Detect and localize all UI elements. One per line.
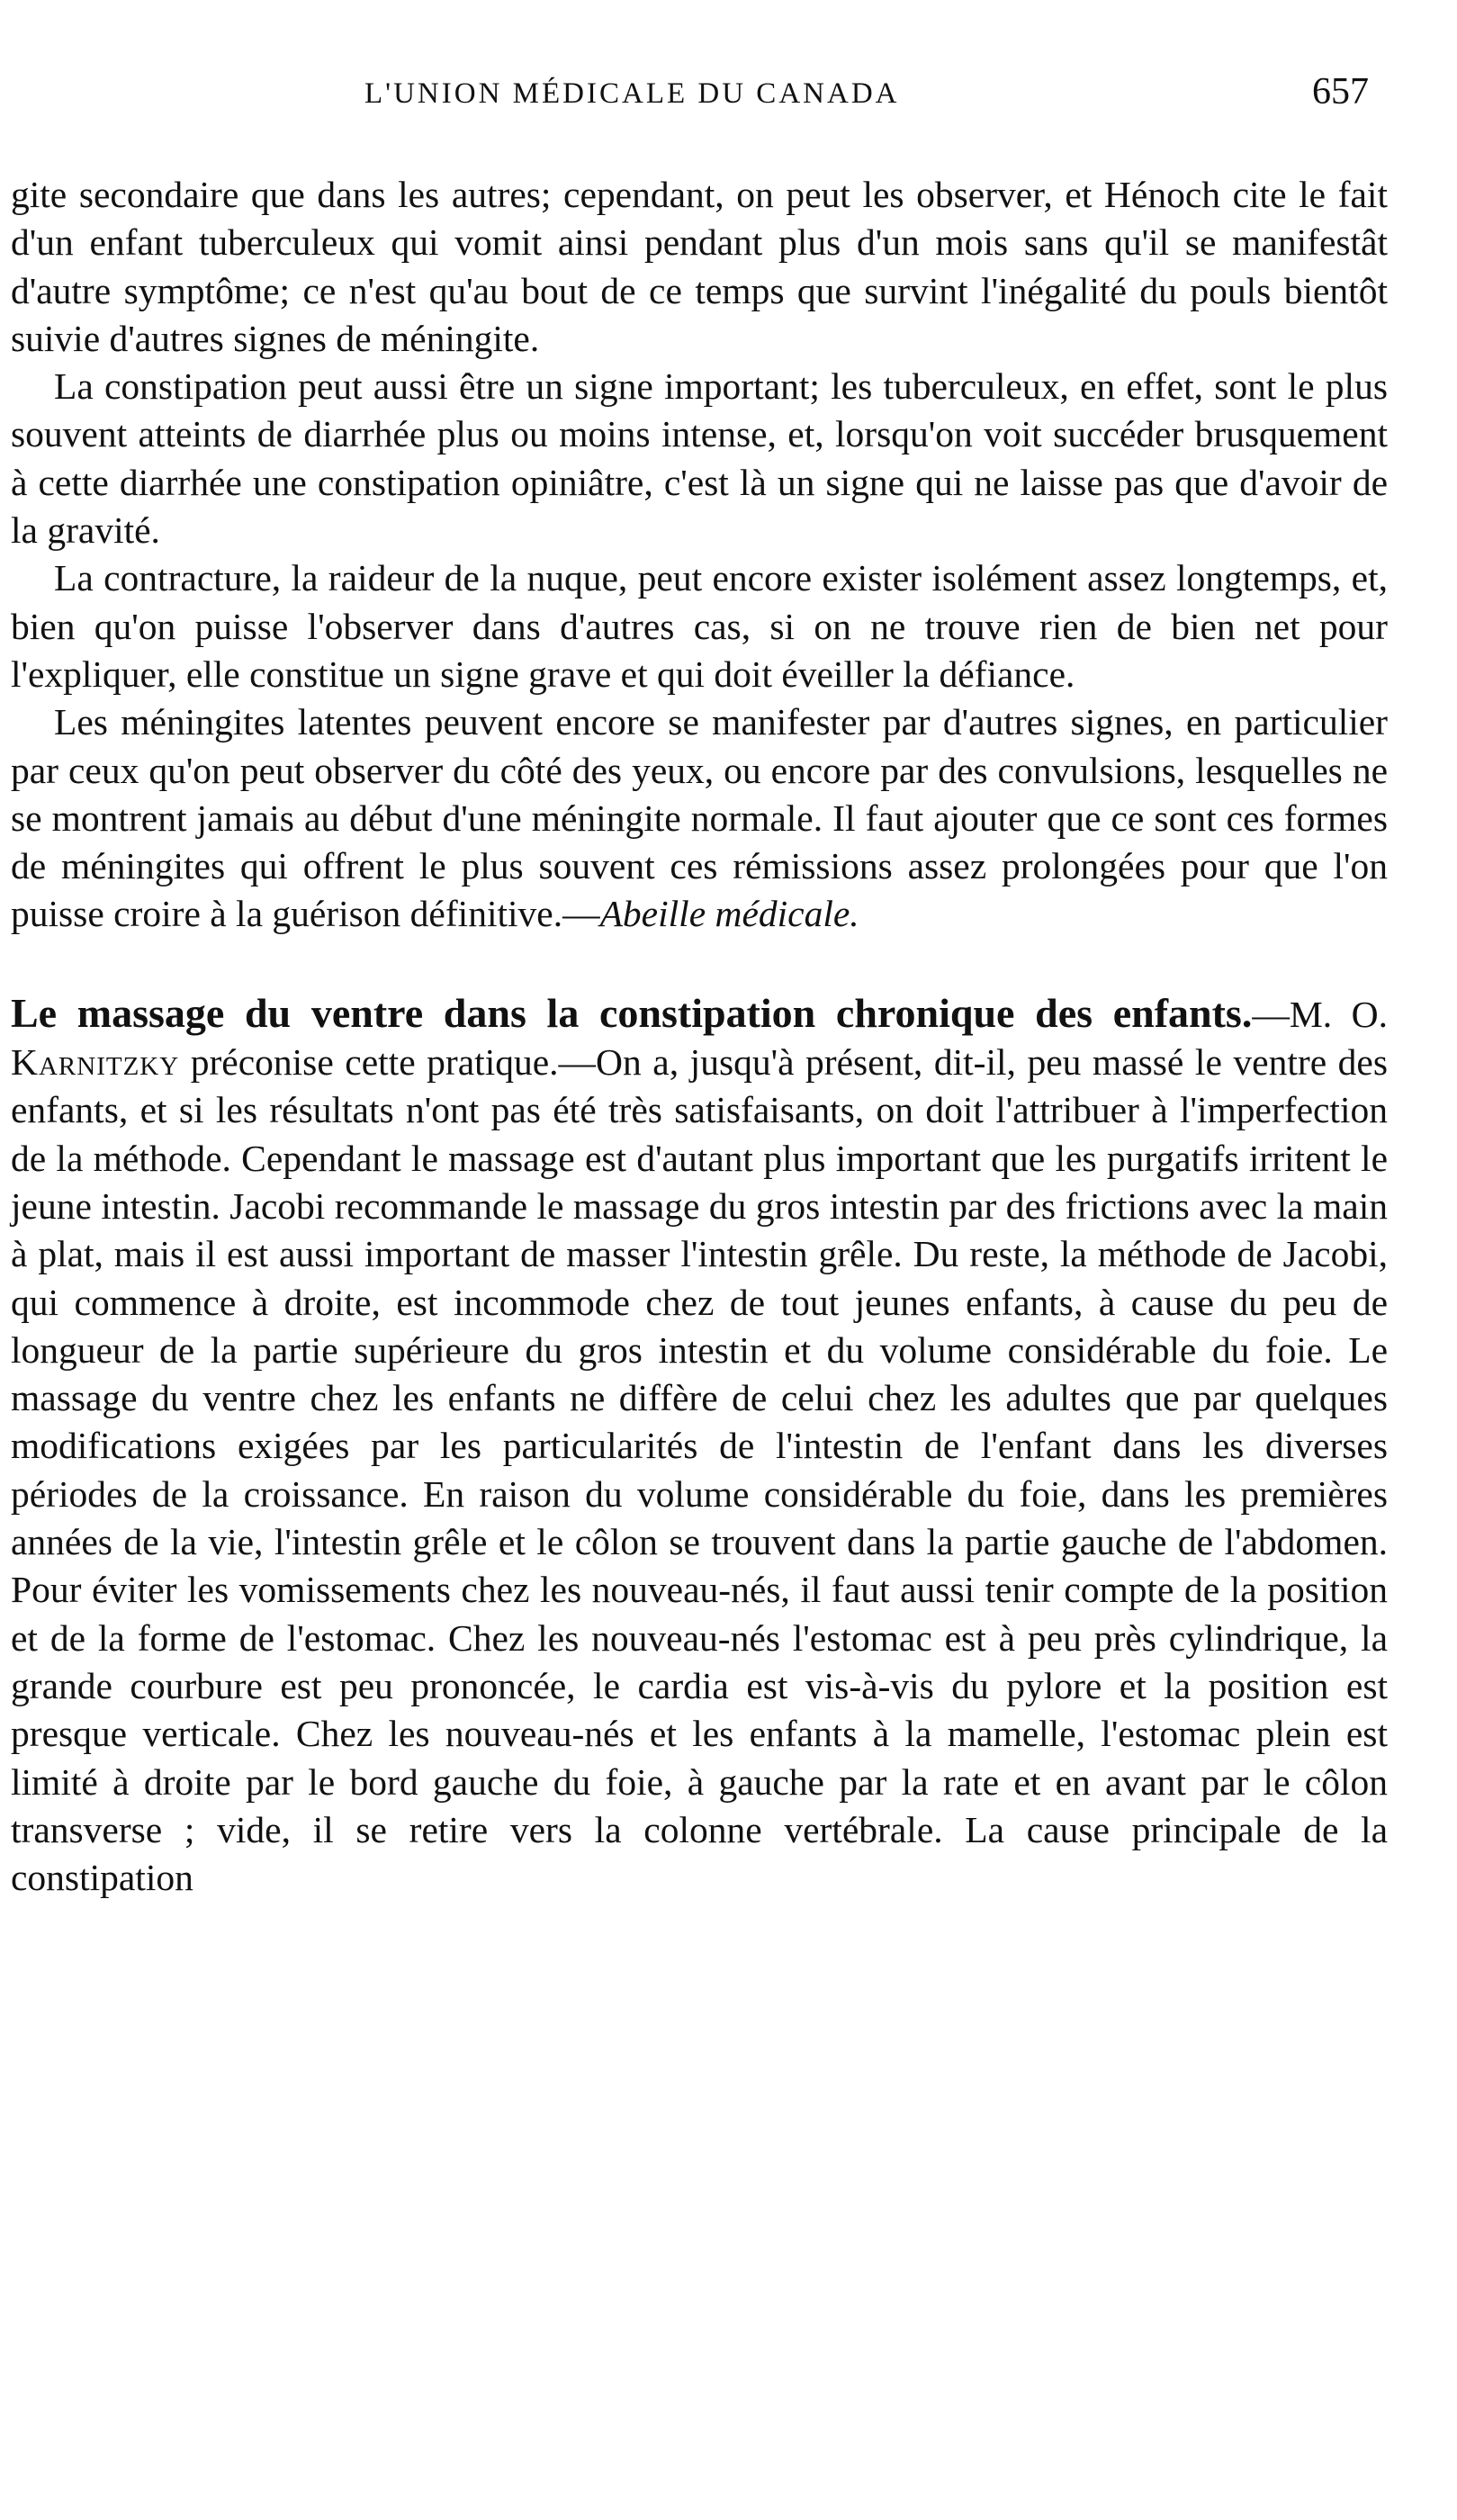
source-citation: Abeille médicale. <box>599 893 859 935</box>
paragraph-text: Les méningites latentes peuvent encore se manifester par d'autres signes, en particulier par ceux qu'on peut observer du côté des yeux, ou encore par des convulsions, lesquelles ne se montrent jamais au début d'une méningite normale. Il faut ajouter que ce sont ces formes de méningites qui offrent le plus souvent ces rémissions assez prolongées pour que l'on puisse croire à la guérison définitive.— <box>11 701 1388 935</box>
article-paragraph <box>11 989 1388 1903</box>
page-header <box>0 70 1457 124</box>
paragraph: La constipation peut aussi être un signe important; les tuberculeux, en effet, sont le plus souvent atteints de diarrhée plus ou moins intense, et, lorsqu'on voit succéder brusquement à cette diarrhée une constipation opiniâtre, c'est là un signe qui ne laisse pas que d'avoir de la gravité. <box>11 365 1388 552</box>
running-head: L'UNION MÉDICALE DU CANADA <box>364 77 900 110</box>
paragraph: La contracture, la raideur de la nuque, peut encore exister isolément assez longtemps, et, bien qu'on puisse l'observer dans d'autres cas, si on ne trouve rien de bien net pour l'expliquer, elle constitue un signe grave et qui doit éveiller la défiance. <box>11 557 1388 695</box>
author-prefix: —M. O. <box>1252 993 1388 1035</box>
paragraph: gite secondaire que dans les autres; cependant, on peut les observer, et Hénoch cite le fait d'un enfant tuberculeux qui vomit ainsi pendant plus d'un mois sans qu'il se manifestât d'autre symptôme; ce n'est qu'au bout de ce temps que survint l'inégalité du pouls bientôt suivie d'autres signes de méningite. <box>11 174 1388 359</box>
article-massage <box>11 989 1388 1903</box>
page-number: 657 <box>1312 71 1369 112</box>
text-column <box>11 171 1388 1902</box>
paragraph <box>11 698 1388 938</box>
article-title: Le massage du ventre dans la constipation chronique des enfants. <box>11 989 1253 1036</box>
article-body: préconise cette pratique.—On a, jusqu'à présent, dit-il, peu massé le ventre des enfants, et si les résultats n'ont pas été très satisfaisants, on doit l'attribuer à l'imperfection de la méthode. Cependant le massage est d'autant plus important que les purgatifs irritent le jeune intestin. Jacobi recommande le massage du gros intestin par des frictions avec la main à plat, mais il est aussi important de masser l'intestin grêle. Du reste, la méthode de Jacobi, qui commence à droite, est incommode chez de tout jeunes enfants, à cause du peu de longueur de la partie supérieure du gros intestin et du volume considérable du foie. Le massage du ventre chez les enfants ne diffère de celui chez les adultes que par quelques modifications exigées par les particularités de l'intestin de l'enfant dans les diverses périodes de la croissance. En raison du volume considérable du foie, dans les premières années de la vie, l'intestin grêle et le côlon se trouvent dans la partie gauche de l'abdomen. Pour éviter les vomissements chez les nouveau-nés, il faut aussi tenir compte de la position et de la forme de l'estomac. Chez les nouveau-nés l'estomac est à peu près cylindrique, la grande courbure est peu prononcée, le cardia est vis-à-vis du pylore et la position est presque verticale. Chez les nouveau-nés et les enfants à la mamelle, l'estomac plein est limité à droite par le bord gauche du foie, à gauche par la rate et en avant par le côlon transverse ; vide, il se retire vers la colonne vertébrale. La cause principale de la constipation <box>11 1041 1388 1899</box>
author-name: Karnitzky <box>11 1041 180 1084</box>
